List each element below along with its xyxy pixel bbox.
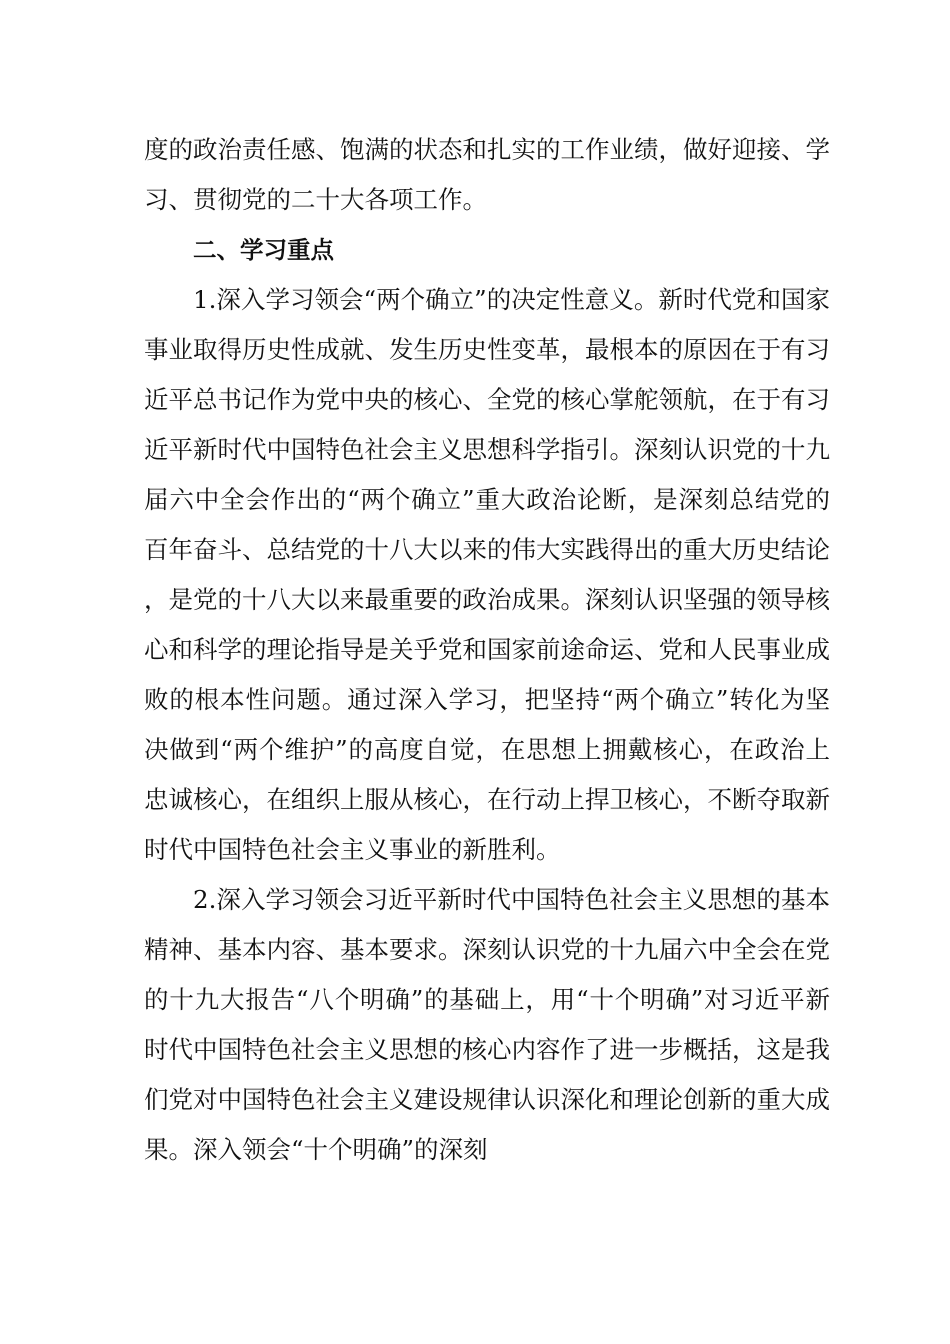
continuation-paragraph: 度的政治责任感、饱满的状态和扎实的工作业绩，做好迎接、学习、贯彻党的二十大各项工作。 xyxy=(144,135,830,214)
document-body xyxy=(144,125,830,1175)
point-2-paragraph: 2.深入学习领会习近平新时代中国特色社会主义思想的基本精神、基本内容、基本要求。深刻认识党的十九届六中全会在党的十九大报告“八个明确”的基础上，用“十个明确”对习近平新时代中国特色社会主义思想的核心内容作了进一步概括，这是我们党对中国特色社会主义建设规律认识深化和理论创新的重大成果。深入领会“十个明确”的深刻 xyxy=(144,885,830,1164)
section-heading: 二、学习重点 xyxy=(193,236,334,264)
point-1-paragraph: 1.深入学习领会“两个确立”的决定性意义。新时代党和国家事业取得历史性成就、发生历史性变革，最根本的原因在于有习近平总书记作为党中央的核心、全党的核心掌舵领航，在于有习近平新时代中国特色社会主义思想科学指引。深刻认识党的十九届六中全会作出的“两个确立”重大政治论断，是深刻总结党的百年奋斗、总结党的十八大以来的伟大实践得出的重大历史结论，是党的十八大以来最重要的政治成果。深刻认识坚强的领导核心和科学的理论指导是关乎党和国家前途命运、党和人民事业成败的根本性问题。通过深入学习，把坚持“两个确立”转化为坚决做到“两个维护”的高度自觉，在思想上拥戴核心，在政治上忠诚核心，在组织上服从核心，在行动上捍卫核心，不断夺取新时代中国特色社会主义事业的新胜利。 xyxy=(144,285,830,864)
